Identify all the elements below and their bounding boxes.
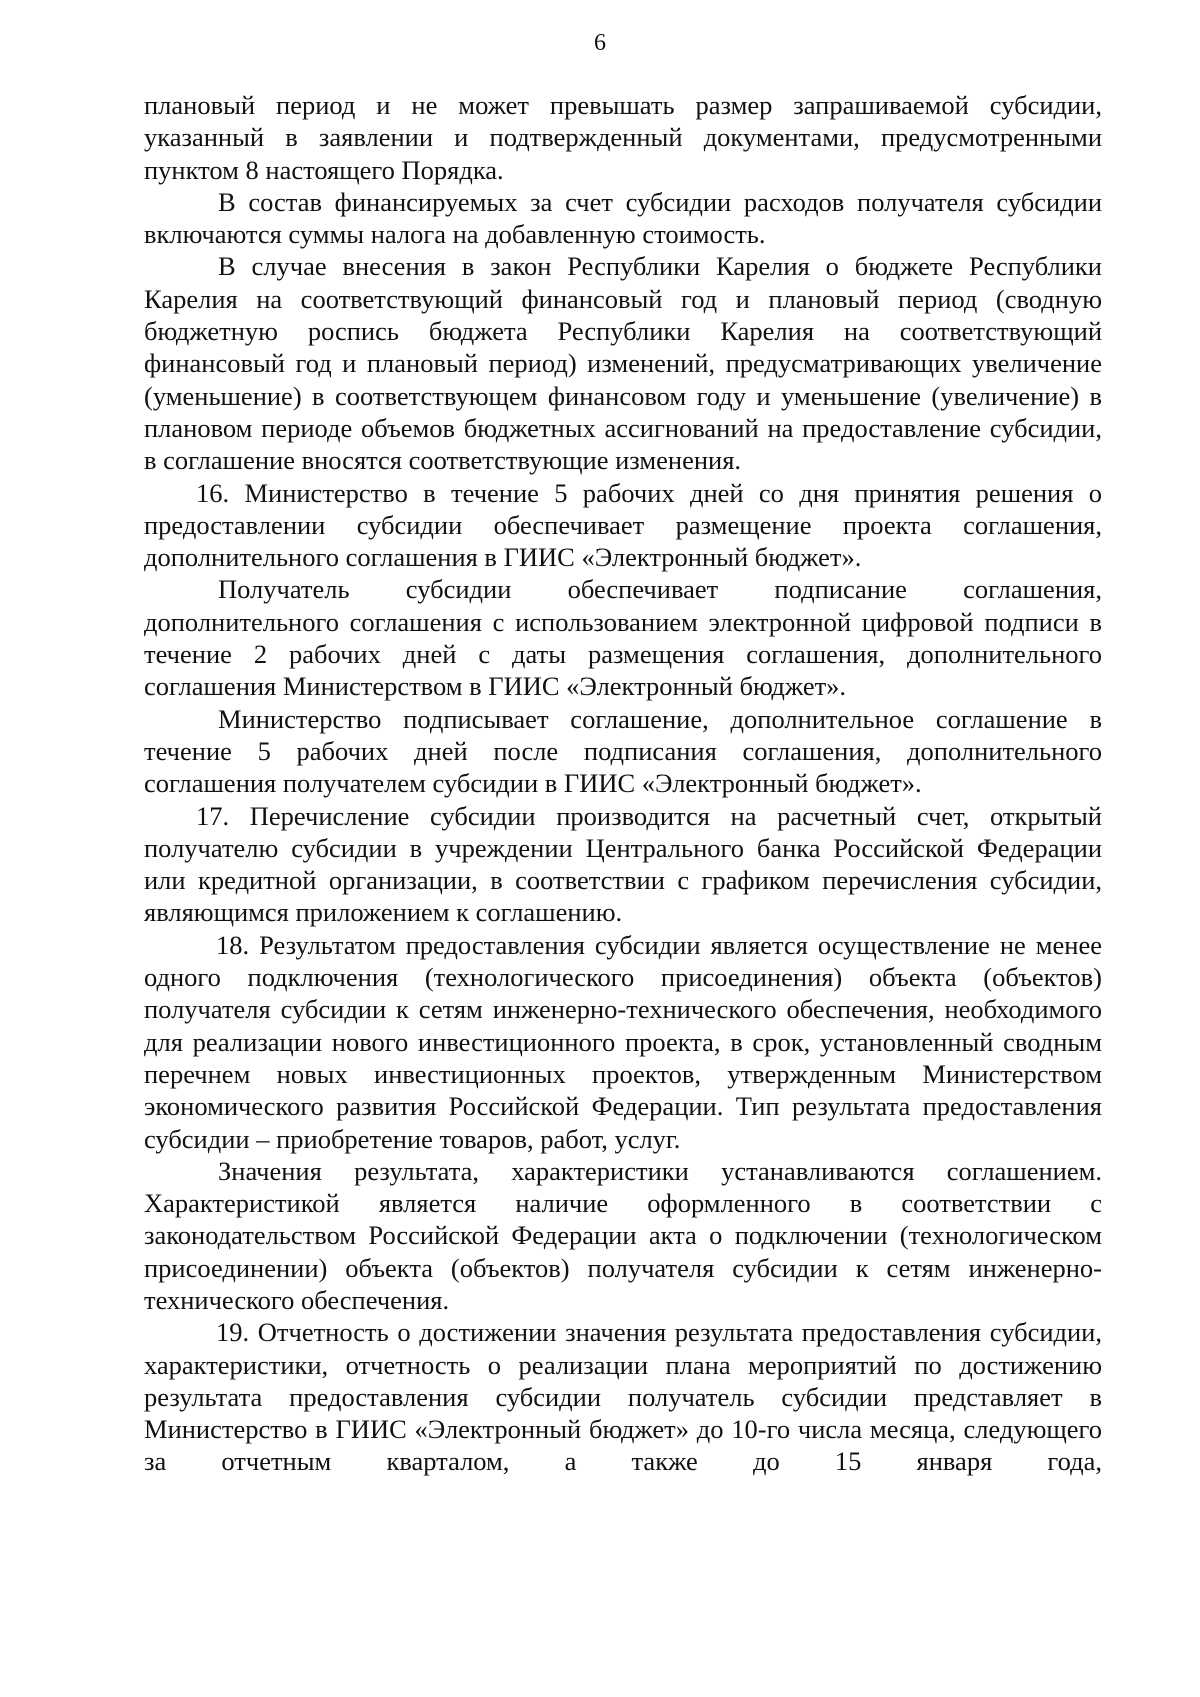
paragraph-budget-changes: В случае внесения в закон Республики Карелия о бюджете Республики Карелия на соответствующий финансовый год и плановый период (сводную бюджетную роспись бюджета Республики Карелия на соответствующий финансовый год и плановый период) изменений, предусматривающих увеличение (уменьшение) в соответствующем финансовом году и уменьшение (увеличение) в плановом периоде объемов бюджетных ассигнований на предоставление субсидии, в соглашение вносятся соответствующие изменения. xyxy=(144,251,1102,476)
paragraph-result-values: Значения результата, характеристики устанавливаются соглашением. Характеристикой является наличие оформленного в соответствии с законодательством Российской Федерации акта о подключении (технологическом присоединении) объекта (объектов) получателя субсидии к сетям инженерно-технического обеспечения. xyxy=(144,1155,1102,1315)
paragraph-recipient-signing: Получатель субсидии обеспечивает подписание соглашения, дополнительного соглашения с использованием электронной цифровой подписи в течение 2 рабочих дней с даты размещения соглашения, дополнительного соглашения Министерством в ГИИС «Электронный бюджет». xyxy=(144,574,1102,702)
document-body xyxy=(144,89,1102,1478)
paragraph-item-16: 16. Министерство в течение 5 рабочих дней со дня принятия решения о предоставлении субсидии обеспечивает размещение проекта соглашения, дополнительного соглашения в ГИИС «Электронный бюджет». xyxy=(144,477,1102,573)
paragraph-item-17: 17. Перечисление субсидии производится на расчетный счет, открытый получателю субсидии в учреждении Центрального банка Российской Федерации или кредитной организации, в соответствии с графиком перечисления субсидии, являющимся приложением к соглашению. xyxy=(144,800,1102,928)
paragraph-vat: В состав финансируемых за счет субсидии расходов получателя субсидии включаются суммы налога на добавленную стоимость. xyxy=(144,186,1102,250)
page-number: 6 xyxy=(594,30,606,56)
paragraph-continuation: плановый период и не может превышать размер запрашиваемой субсидии, указанный в заявлении и подтвержденный документами, предусмотренными пунктом 8 настоящего Порядка. xyxy=(144,90,1102,185)
paragraph-item-18: 18. Результатом предоставления субсидии является осуществление не менее одного подключения (технологического присоединения) объекта (объектов) получателя субсидии к сетям инженерно-технического обеспечения, необходимого для реализации нового инвестиционного проекта, в срок, установленный сводным перечнем новых инвестиционных проектов, утвержденным Министерством экономического развития Российской Федерации. Тип результата предоставления субсидии – приобретение товаров, работ, услуг. xyxy=(144,929,1102,1154)
paragraph-item-19: 19. Отчетность о достижении значения результата предоставления субсидии, характеристики, отчетность о реализации плана мероприятий по достижению результата предоставления субсидии получатель субсидии представляет в Министерство в ГИИС «Электронный бюджет» до 10-го числа месяца, следующего за отчетным кварталом, а также до 15 января года, xyxy=(144,1317,1102,1477)
paragraph-ministry-signing: Министерство подписывает соглашение, дополнительное соглашение в течение 5 рабочих дней после подписания соглашения, дополнительного соглашения получателем субсидии в ГИИС «Электронный бюджет». xyxy=(144,703,1102,799)
